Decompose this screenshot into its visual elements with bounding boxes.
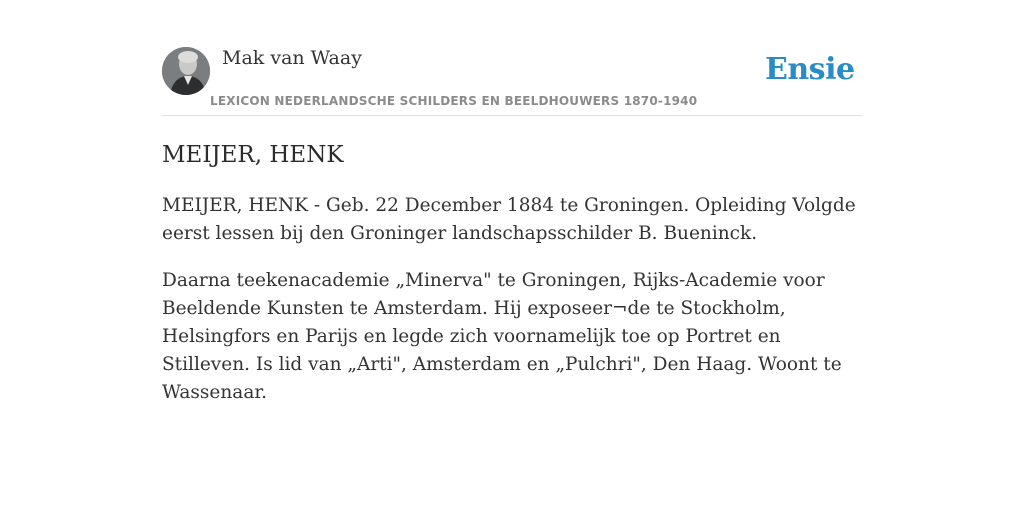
article-title: MEIJER, HENK (162, 142, 344, 168)
author-name[interactable]: Mak van Waay (222, 47, 362, 69)
article-paragraph: Daarna teekenacademie „Minerva" te Groningen, Rijks-Academie voor Beeldende Kunsten te Amsterdam. Hij exposeer¬de te Stockholm, Helsingfors en Parijs en legde zich voornamelijk toe op Portret en Stilleven. Is lid van „Arti", Amsterdam en „Pulchri", Den Haag. Woont te Wassenaar. (162, 270, 842, 403)
ensie-logo[interactable]: Ensie (765, 52, 855, 87)
header-divider (162, 115, 862, 116)
source-title[interactable]: LEXICON NEDERLANDSCHE SCHILDERS EN BEELDHOUWERS 1870-1940 (210, 94, 698, 108)
portrait-icon (162, 47, 210, 95)
author-avatar[interactable] (162, 47, 210, 95)
article-paragraph: MEIJER, HENK - Geb. 22 December 1884 te Groningen. Opleiding Volgde eerst lessen bij den Groninger landschapsschilder B. Bueninck. (162, 195, 856, 244)
